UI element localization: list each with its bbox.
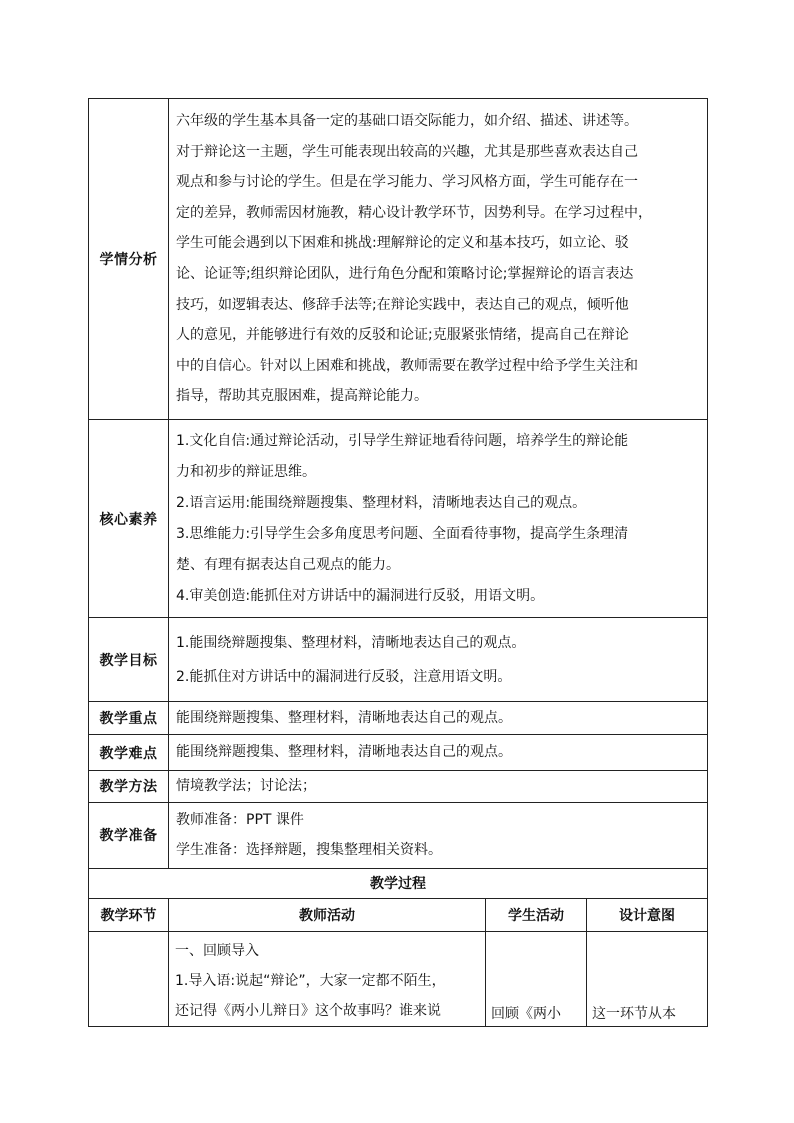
goals-content: [169, 618, 708, 702]
analysis-row: [89, 99, 708, 420]
design-intent-text: 这一环节从本: [592, 1005, 676, 1022]
analysis-line: 定的差异，教师需因材施教，精心设计教学环节，因势利导。在学习过程中，: [176, 204, 652, 221]
method-row: [89, 771, 708, 803]
difficulty-row: [89, 735, 708, 771]
literacy-line: 4.审美创造:能抓住对方讲话中的漏洞进行反驳，用语文明。: [176, 587, 545, 604]
focus-label: 教学重点: [89, 702, 169, 735]
prep-row: [89, 802, 708, 868]
process-title: 教学过程: [89, 868, 708, 898]
prep-content: [169, 802, 708, 868]
process-header-row: [89, 898, 708, 931]
analysis-line: 人的意见，并能够进行有效的反驳和论证;克服紧张情绪，提高自己在辩论: [176, 327, 629, 344]
student-activity-cell: [486, 931, 587, 1026]
student-activity-text: 回顾《两小: [491, 1005, 561, 1022]
teacher-activity-cell: [169, 931, 486, 1026]
method-content: 情境教学法；讨论法；: [169, 771, 708, 803]
literacy-line: 2.语言运用:能围绕辩题搜集、整理材料，清晰地表达自己的观点。: [176, 494, 587, 511]
goals-line: 2.能抓住对方讲话中的漏洞进行反驳，注意用语文明。: [176, 668, 512, 685]
prep-teacher: 教师准备：PPT 课件: [176, 811, 304, 828]
header-stage: 教学环节: [89, 898, 169, 931]
stage-cell: [89, 931, 169, 1026]
lesson-plan-table: [88, 98, 708, 1027]
teacher-line: 还记得《两小儿辩日》这个故事吗？谁来说: [175, 1002, 441, 1019]
focus-row: [89, 702, 708, 735]
prep-student: 学生准备：选择辩题，搜集整理相关资料。: [176, 842, 442, 859]
analysis-line: 六年级的学生基本具备一定的基础口语交际能力，如介绍、描述、讲述等。: [176, 113, 638, 130]
literacy-line: 力和初步的辩证思维。: [176, 463, 316, 480]
analysis-line: 学生可能会遇到以下困难和挑战:理解辩论的定义和基本技巧，如立论、驳: [176, 235, 629, 252]
design-intent-cell: [587, 931, 708, 1026]
prep-label: 教学准备: [89, 802, 169, 868]
analysis-line: 论、论证等;组织辩论团队，进行角色分配和策略讨论;掌握辩论的语言表达: [176, 266, 634, 282]
method-label: 教学方法: [89, 771, 169, 803]
literacy-row: [89, 420, 708, 618]
goals-label: 教学目标: [89, 618, 169, 702]
analysis-line: 技巧，如逻辑表达、修辞手法等;在辩论实践中，表达自己的观点，倾听他: [176, 296, 629, 313]
analysis-line: 指导，帮助其克服困难，提高辩论能力。: [176, 388, 428, 405]
teacher-line: 1.导入语:说起“辩论”，大家一定都不陌生，: [175, 972, 446, 989]
process-title-row: [89, 868, 708, 898]
analysis-line: 中的自信心。针对以上困难和挑战，教师需要在教学过程中给予学生关注和: [176, 357, 638, 374]
difficulty-label: 教学难点: [89, 735, 169, 771]
analysis-line: 观点和参与讨论的学生。但是在学习能力、学习风格方面，学生可能存在一: [176, 174, 638, 191]
literacy-line: 1.文化自信:通过辩论活动，引导学生辩证地看待问题，培养学生的辩论能: [176, 432, 629, 449]
goals-row: [89, 618, 708, 702]
header-intent: 设计意图: [587, 898, 708, 931]
header-student: 学生活动: [486, 898, 587, 931]
difficulty-content: 能围绕辩题搜集、整理材料，清晰地表达自己的观点。: [169, 735, 708, 771]
literacy-content: [169, 420, 708, 618]
focus-content: 能围绕辩题搜集、整理材料，清晰地表达自己的观点。: [169, 702, 708, 735]
teacher-line: 一、回顾导入: [175, 942, 259, 959]
literacy-line: 楚、有理有据表达自己观点的能力。: [176, 556, 400, 573]
analysis-label: 学情分析: [89, 99, 169, 420]
literacy-label: 核心素养: [89, 420, 169, 618]
process-row: [89, 931, 708, 1026]
literacy-line: 3.思维能力:引导学生会多角度思考问题、全面看待事物，提高学生条理清: [176, 525, 629, 542]
goals-line: 1.能围绕辩题搜集、整理材料，清晰地表达自己的观点。: [176, 634, 526, 651]
analysis-content: [169, 99, 708, 420]
header-teacher: 教师活动: [169, 898, 486, 931]
analysis-line: 对于辩论这一主题，学生可能表现出较高的兴趣，尤其是那些喜欢表达自己: [176, 143, 638, 160]
